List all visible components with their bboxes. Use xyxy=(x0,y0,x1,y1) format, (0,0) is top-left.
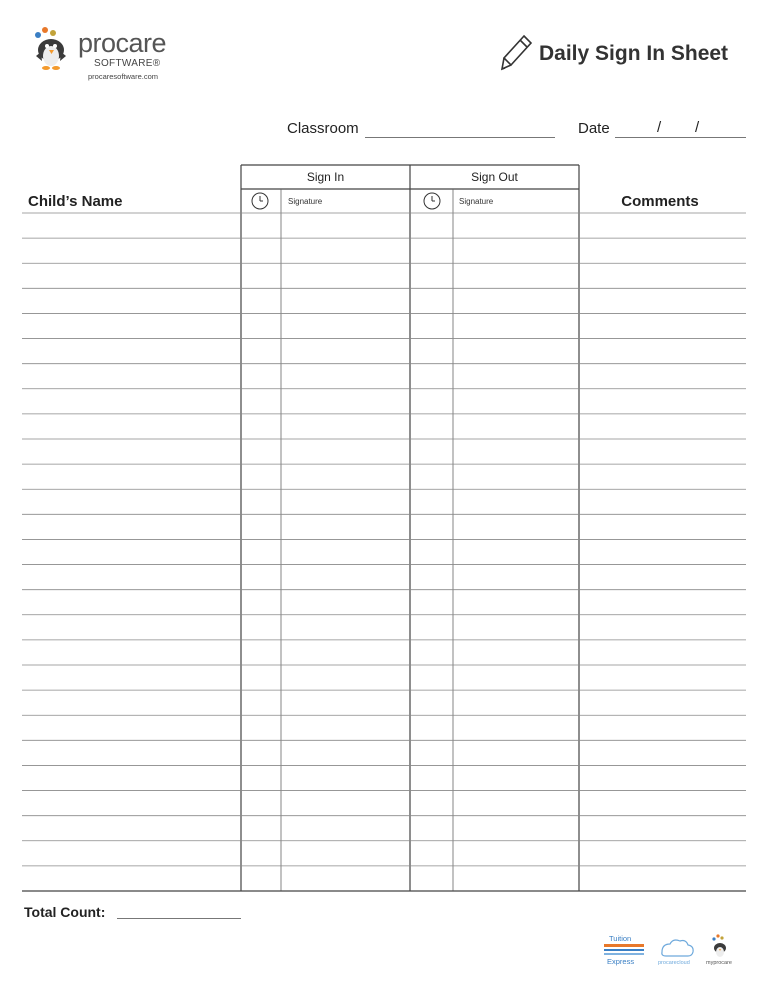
svg-text:Express: Express xyxy=(607,957,635,966)
brand-url: procaresoftware.com xyxy=(88,72,159,81)
brand-subtitle: SOFTWARE® xyxy=(94,58,161,69)
svg-text:myprocare: myprocare xyxy=(706,960,732,966)
partner-logos-icon xyxy=(600,930,750,970)
comments-header: Comments xyxy=(621,193,699,210)
footer-logos xyxy=(600,930,750,970)
total-count-field[interactable] xyxy=(117,918,241,919)
svg-text:procarecloud: procarecloud xyxy=(658,960,690,966)
signature-label: Signature xyxy=(459,197,494,206)
clock-icon xyxy=(252,193,268,209)
brand-name: procare xyxy=(78,28,167,58)
sign-out-header: Sign Out xyxy=(471,170,518,184)
classroom-label: Classroom xyxy=(287,120,359,137)
childs-name-header: Child’s Name xyxy=(28,193,123,210)
svg-text:Tuition: Tuition xyxy=(609,934,632,943)
clock-icon xyxy=(424,193,440,209)
page-title: Daily Sign In Sheet xyxy=(539,42,729,65)
date-separator: / xyxy=(695,119,700,136)
signature-label: Signature xyxy=(288,197,323,206)
sign-in-header: Sign In xyxy=(306,170,345,184)
date-separator: / xyxy=(657,119,662,136)
total-count-label: Total Count: xyxy=(24,904,106,920)
date-label: Date xyxy=(578,120,610,137)
